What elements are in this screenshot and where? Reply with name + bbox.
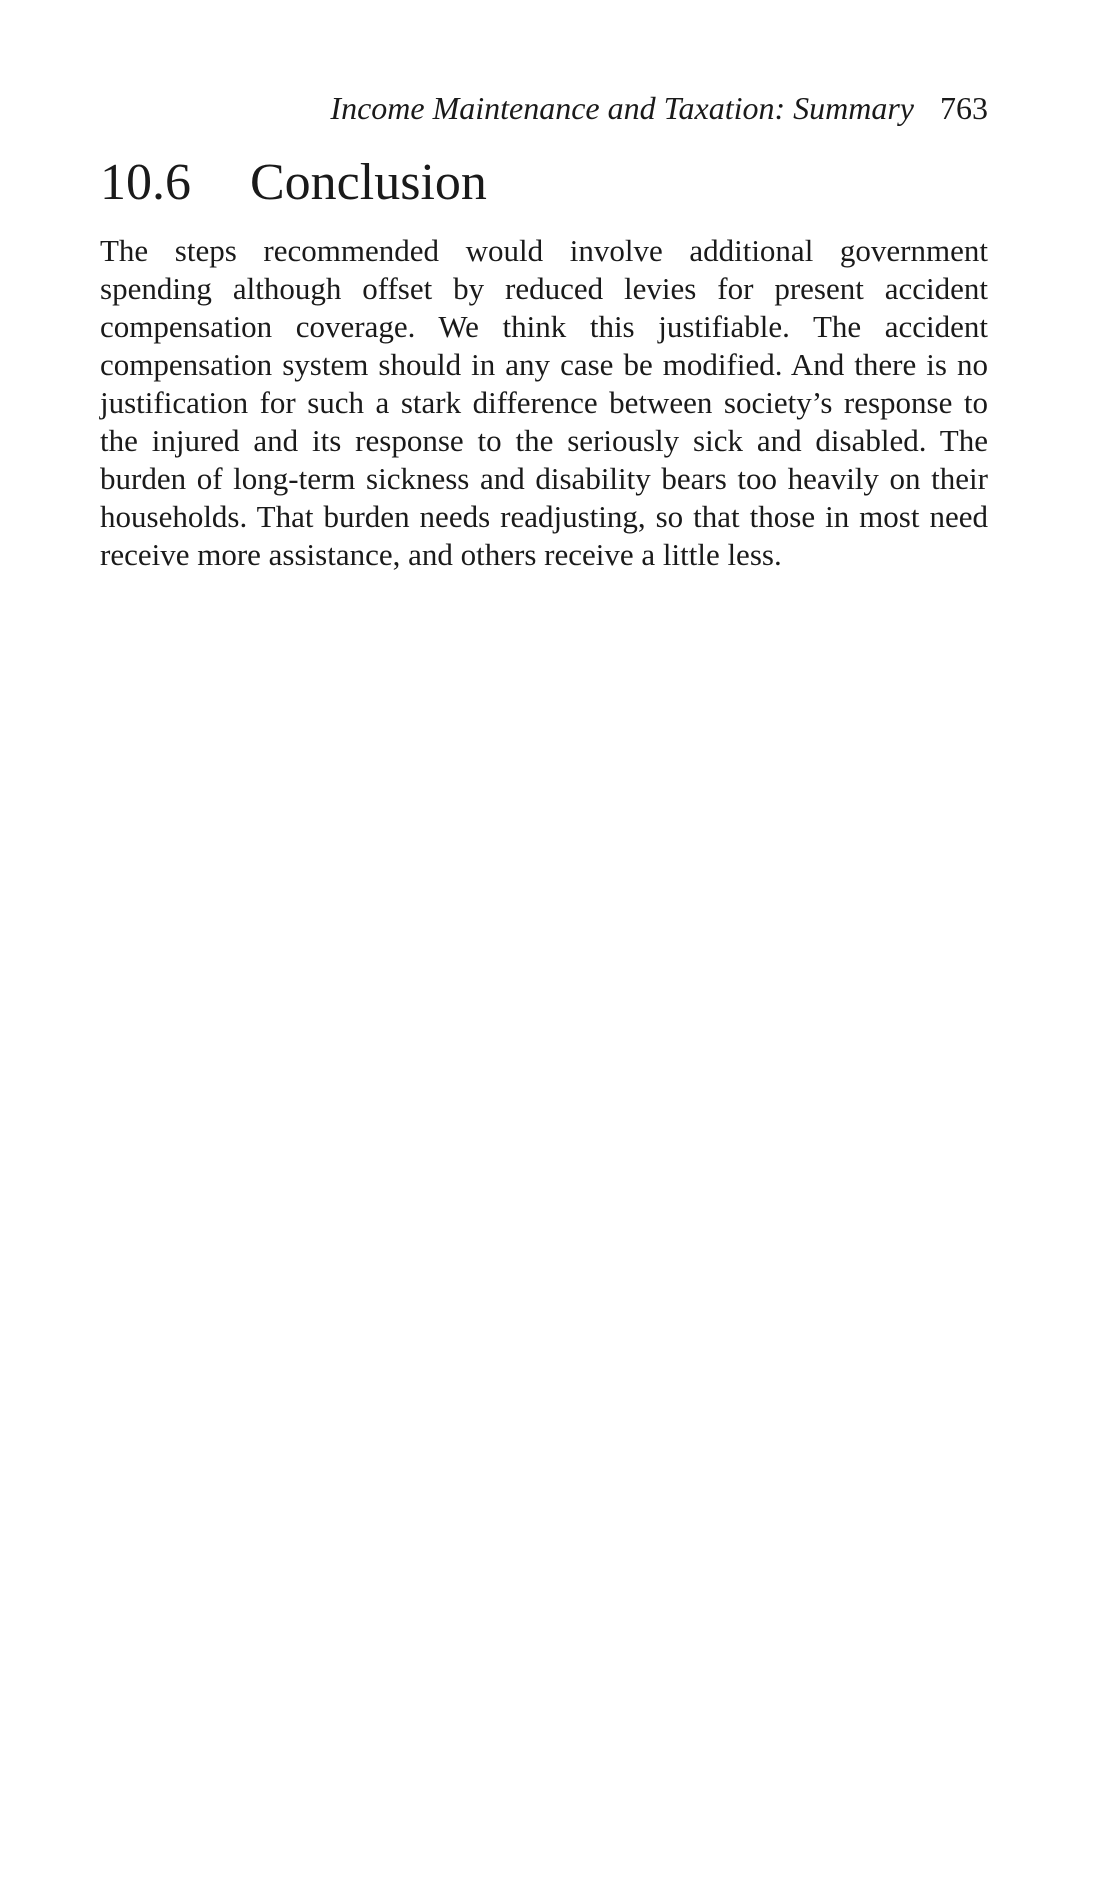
page-number: 763: [940, 90, 988, 126]
section-heading: [100, 152, 988, 214]
running-head-title: Income Maintenance and Taxation: Summary: [330, 90, 914, 126]
section-title: Conclusion: [250, 154, 487, 211]
running-head: [100, 88, 988, 128]
body-paragraph: The steps recommended would involve additional government spending although offset by reduced levies for present accident compensation coverage. We think this justifiable. The accident compensation system should in any case be modified. And there is no justification for such a stark difference between society’s response to the injured and its response to the seriously sick and disabled. The burden of long-term sickness and disability bears too heavily on their households. That burden needs readjusting, so that those in most need receive more assistance, and others receive a little less.: [100, 233, 988, 572]
section-number: 10.6: [100, 154, 191, 211]
